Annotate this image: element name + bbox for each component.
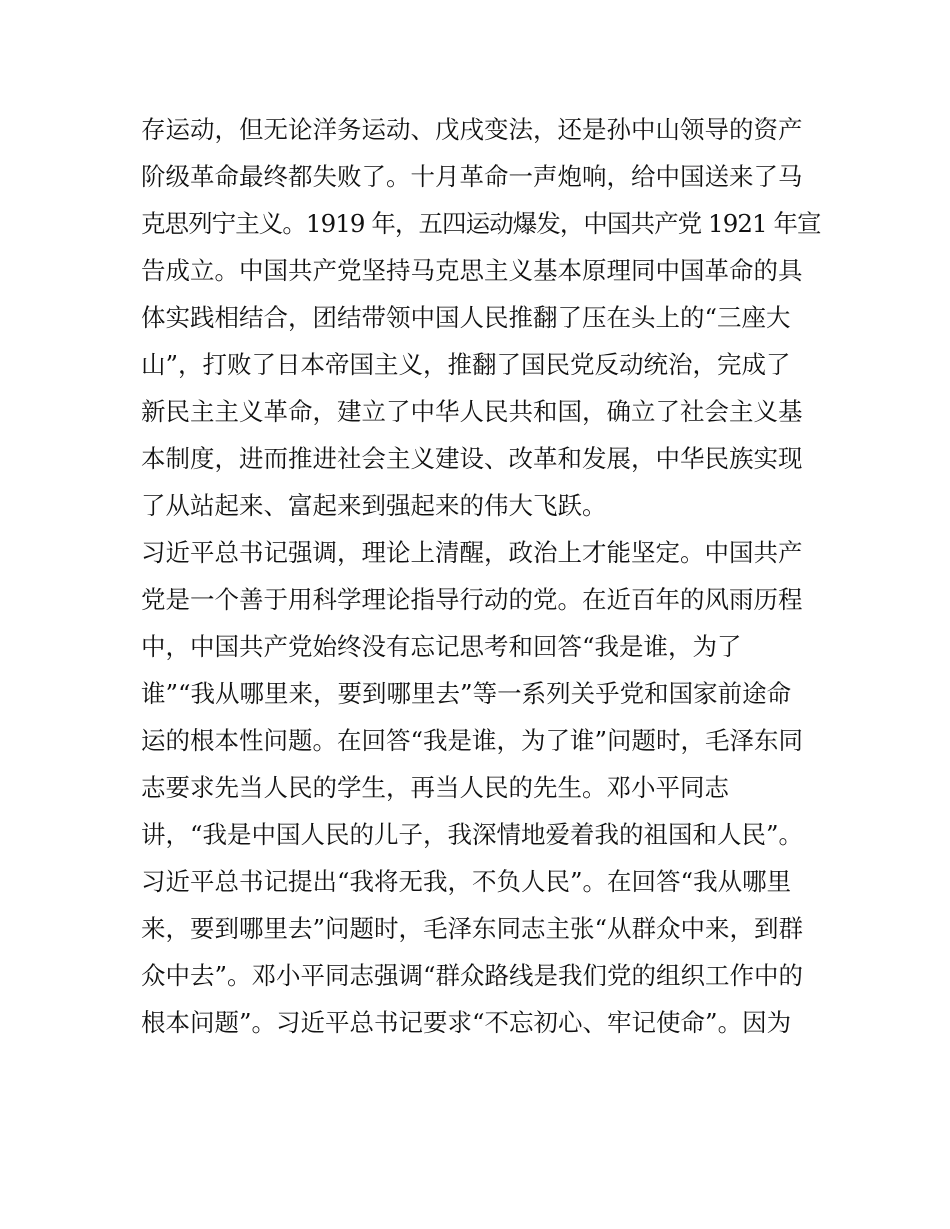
text-line: 阶级革命最终都失败了。十月革命一声炮响，给中国送来了马 — [141, 162, 803, 191]
text-line: 根本问题”。习近平总书记要求“不忘初心、牢记使命”。因为 — [141, 1008, 792, 1037]
text-line: 众中去”。邓小平同志强调“群众路线是我们党的组织工作中的 — [141, 961, 804, 990]
text-line: 新民主主义革命，建立了中华人民共和国，确立了社会主义基 — [141, 397, 803, 426]
text-line: 本制度，进而推进社会主义建设、改革和发展，中华民族实现 — [141, 444, 803, 473]
text-line: 告成立。中国共产党坚持马克思主义基本原理同中国革命的具 — [141, 256, 803, 285]
text-line: 谁”“我从哪里来，要到哪里去”等一系列关乎党和国家前途命 — [141, 679, 792, 708]
text-line: 克思列宁主义。1919 年，五四运动爆发，中国共产党 1921 年宣 — [141, 209, 821, 238]
text-line: 运的根本性问题。在回答“我是谁，为了谁”问题时，毛泽东同 — [141, 726, 804, 755]
text-line: 习近平总书记强调，理论上清醒，政治上才能坚定。中国共产 — [141, 538, 803, 567]
text-line: 来，要到哪里去”问题时，毛泽东同志主张“从群众中来，到群 — [141, 914, 804, 943]
body-text — [141, 106, 821, 1046]
text-line: 山”，打败了日本帝国主义，推翻了国民党反动统治，完成了 — [141, 350, 791, 379]
text-line: 了从站起来、富起来到强起来的伟大飞跃。 — [141, 491, 607, 520]
text-line: 体实践相结合，团结带领中国人民推翻了压在头上的“三座大 — [141, 303, 791, 332]
text-line: 党是一个善于用科学理论指导行动的党。在近百年的风雨历程 — [141, 585, 803, 614]
text-line: 习近平总书记提出“我将无我，不负人民”。在回答“我从哪里 — [141, 867, 792, 896]
text-line: 志要求先当人民的学生，再当人民的先生。邓小平同志 — [141, 773, 729, 802]
text-line: 中，中国共产党始终没有忘记思考和回答“我是谁，为了 — [141, 632, 742, 661]
text-line: 存运动，但无论洋务运动、戊戌变法，还是孙中山领导的资产 — [141, 115, 803, 144]
text-line: 讲，“我是中国人民的儿子，我深情地爱着我的祖国和人民”。 — [141, 820, 804, 849]
